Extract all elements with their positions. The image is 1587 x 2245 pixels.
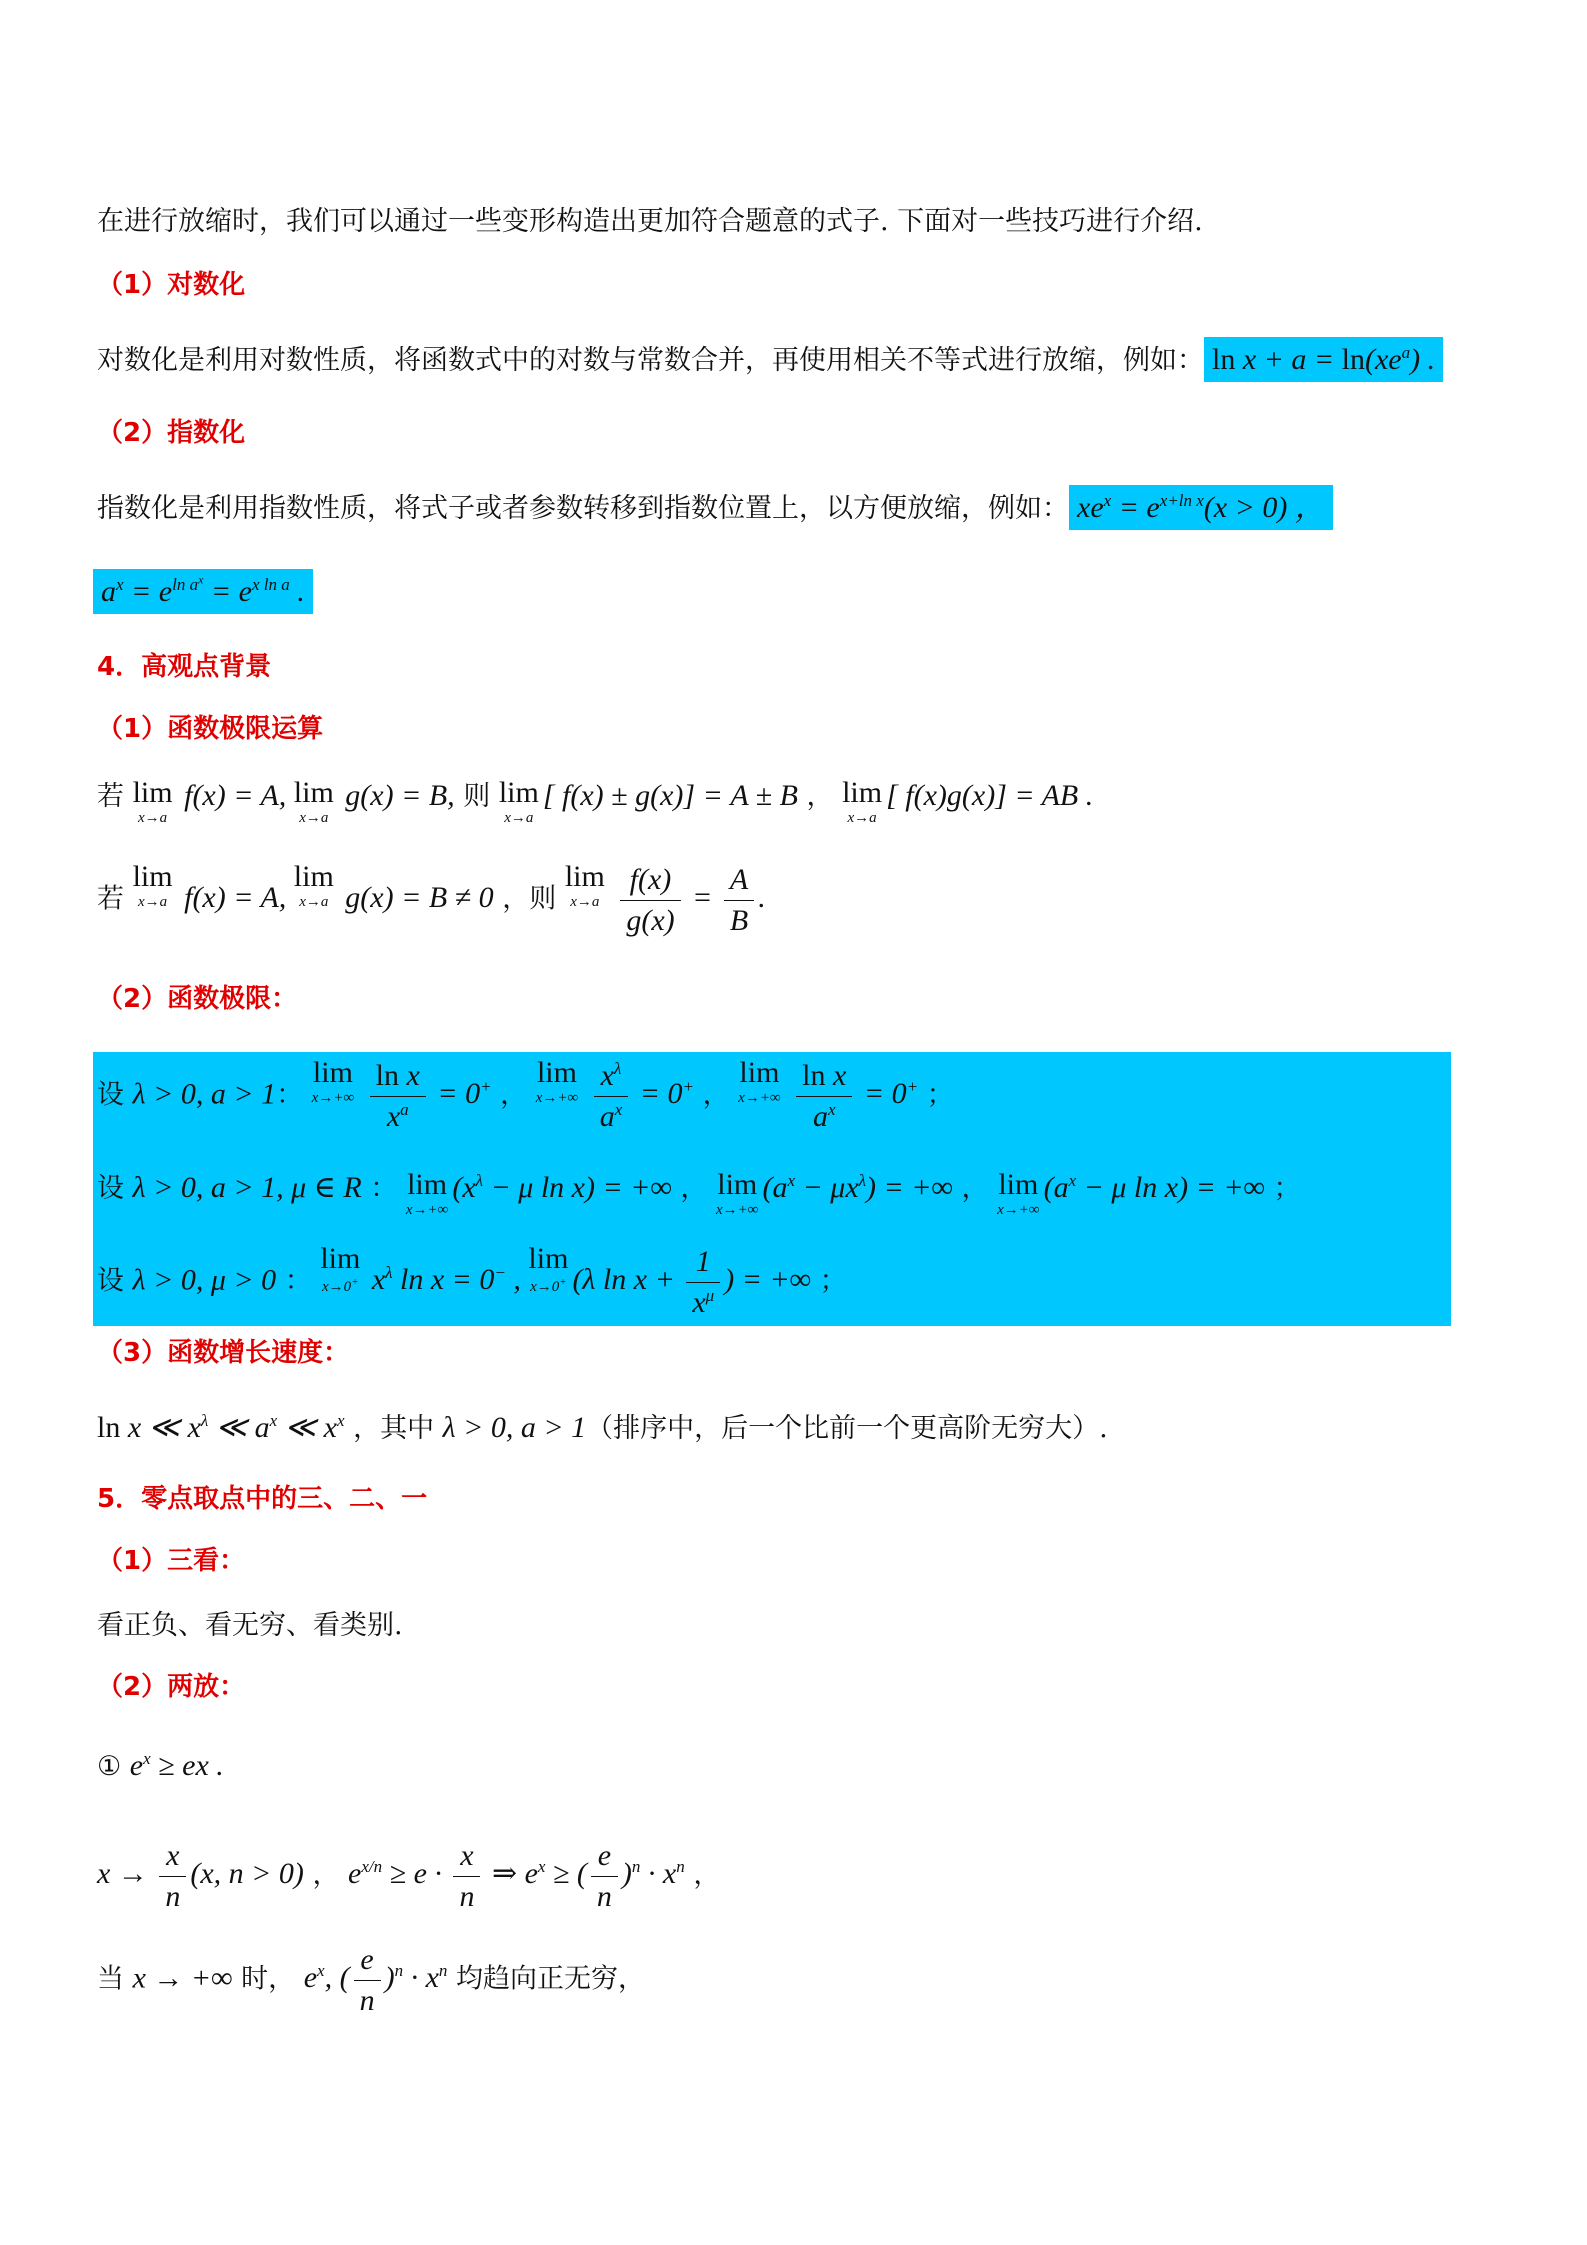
inequality-2: x → $\frac{x}{n}$ (x, n > 0) ， $e^{x/n} \ge e$ · $\frac{x}{n}$ ⇒ $e^x$ ≥ ( $\frac{e}{n}$ )$^n \cdot x^n$ ，	[97, 1839, 721, 1913]
limits-line-2: 设 λ > 0, a > 1, μ ∈ R ： lim x→+∞ ($x^\lambda - \mu$ ln x) = +∞ ， lim x→+∞ $(a^x - \mu x^\lambda)$ = +∞ ， lim x→+∞ ($a^x - \mu$ ln x) = +∞ ；	[97, 1168, 1301, 1218]
heading-5: 5．零点取点中的三、二、一	[97, 1484, 428, 1514]
heading-4: 4．高观点背景	[97, 652, 272, 682]
inequality-1: ① $e^x$ ≥ ex .	[97, 1749, 224, 1782]
formula-exp2-highlight: $a^x = e^{ln a^x} = e^{x ln a}$ .	[93, 569, 313, 614]
limit-rule-1: 若 lim x→a f(x) = A, lim x→a g(x) = B, 则 lim x→a [ f(x) ± g(x)] = A ± B ， lim x→a [ f(x)g(x)] = AB .	[97, 776, 1094, 826]
formula-log-highlight: $\ln x + a = \ln(xe^a)$ .	[1204, 337, 1443, 382]
heading-4-1: （1）函数极限运算	[97, 714, 324, 744]
heading-4-2: （2）函数极限：	[97, 984, 298, 1014]
limits-line-3: 设 λ > 0, μ > 0 ： lim x→0+ $x^\lambda$ ln x = 0− , lim x→0+ (λ ln x + $\frac{1}{x^\mu}$ ) = +∞ ；	[97, 1242, 847, 1319]
limit-rule-2: 若 lim x→a f(x) = A, lim x→a g(x) = B ≠ 0 ，则 lim x→a $\frac{f(x)}{g(x)}$ = $\frac{A}{B}$ .	[97, 860, 766, 937]
formula-text-summary	[0, 2230, 1, 2231]
heading-exp: （2）指数化	[97, 418, 246, 448]
paragraph-exp: 指数化是利用指数性质，将式子或者参数转移到指数位置上，以方便放缩，例如： $xe^x = e^{x+ln x}(x > 0)$ ，	[97, 490, 1333, 526]
heading-4-3: （3）函数增长速度：	[97, 1338, 350, 1368]
heading-log: （1）对数化	[97, 270, 246, 300]
heading-5-2: （2）两放：	[97, 1672, 246, 1702]
paragraph-log: 对数化是利用对数性质，将函数式中的对数与常数合并，再使用相关不等式进行放缩，例如： $\ln x + a = \ln(xe^a)$ .	[97, 342, 1443, 378]
intro-paragraph: 在进行放缩时，我们可以通过一些变形构造出更加符合题意的式子. 下面对一些技巧进行介绍.	[97, 206, 1203, 237]
heading-5-1: （1）三看：	[97, 1546, 246, 1576]
limits-line-1: 设 λ > 0, a > 1： lim x→+∞ $\frac{\text{ln x}}{x^a}$ = 0+ ， lim x→+∞ $\frac{x^\lambda}{a^x}$ = 0+ ， lim x→+∞ $\frac{\text{ln x}}{a^x}$ = 0+ ；	[97, 1056, 954, 1133]
formula-exp2-line	[93, 572, 313, 610]
growth-order-line: ln x ≪ $x^\lambda$ ≪ $a^x$ ≪ $x^x$ ，其中 λ > 0, a > 1（排序中，后一个比前一个更高阶无穷大）.	[97, 1411, 1108, 1444]
three-looks-text: 看正负、看无穷、看类别.	[97, 1610, 403, 1641]
inequality-3: 当 x → +∞ 时， $e^x$, ( $\frac{e}{n}$ )$^n \cdot x^n$ 均趋向正无穷，	[97, 1943, 646, 2017]
formula-exp1-highlight: $xe^x = e^{x+ln x}(x > 0)$ ，	[1069, 485, 1333, 530]
